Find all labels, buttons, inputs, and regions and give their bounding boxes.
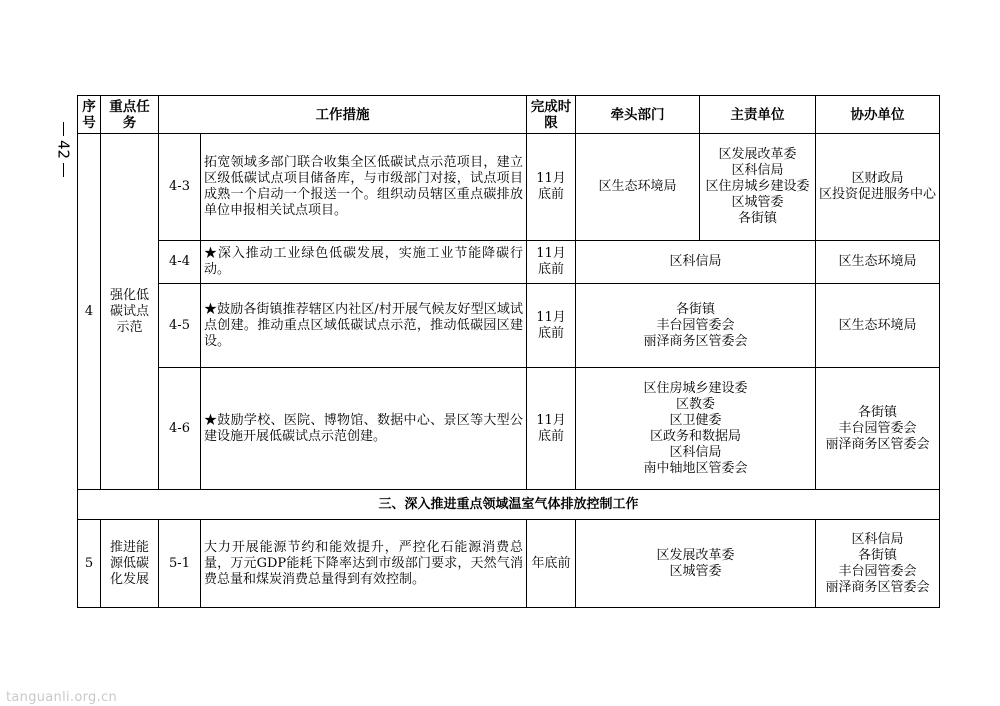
unit: 区城管委	[731, 195, 784, 210]
header-deadline: 完成时限	[527, 96, 576, 134]
table-row	[78, 134, 940, 241]
row-assist-units	[816, 520, 940, 608]
row-lead-main-merged	[576, 520, 816, 608]
unit: 丽泽商务区管委会	[643, 333, 748, 349]
header-lead: 牵头部门	[576, 96, 700, 134]
row-id: 5-1	[159, 520, 201, 608]
row-id: 4-5	[159, 284, 201, 368]
row-deadline: 年底前	[527, 520, 576, 608]
row-assist-units: 区生态环境局	[816, 284, 940, 368]
row-assist-units	[816, 134, 940, 241]
row-deadline: 11月底前	[527, 241, 576, 284]
header-main: 主责单位	[700, 96, 816, 134]
unit: 丽泽商务区管委会	[825, 579, 930, 595]
watermark: tanguanli.org.cn	[6, 690, 117, 705]
header-assist: 协办单位	[816, 96, 940, 134]
row-lead: 区生态环境局	[576, 134, 700, 241]
page-number-text: 42	[54, 140, 73, 160]
row-deadline: 11月底前	[527, 368, 576, 490]
row-lead-main-merged	[576, 368, 816, 490]
table-row	[78, 368, 940, 490]
group5-seq: 5	[78, 520, 101, 608]
row-id: 4-6	[159, 368, 201, 490]
unit: 区城管委	[669, 563, 722, 579]
row-assist-units	[816, 368, 940, 490]
row-lead-main-merged	[576, 284, 816, 368]
unit: 区卫健委	[669, 412, 722, 428]
row-id: 4-4	[159, 241, 201, 284]
header-task: 重点任务	[101, 96, 159, 134]
table-row	[78, 284, 940, 368]
row-measure: 拓宽领域多部门联合收集全区低碳试点示范项目，建立区级低碳试点项目储备库，与市级部门对接，试点项目成熟一个启动一个报送一个。组织动员辖区重点碳排放单位申报相关试点项目。	[201, 134, 527, 241]
row-deadline: 11月底前	[527, 134, 576, 241]
row-id: 4-3	[159, 134, 201, 241]
page-number	[48, 118, 78, 198]
unit: 各街镇	[675, 301, 715, 317]
table-row	[78, 241, 940, 284]
unit: 区住房城乡建设委	[705, 179, 810, 194]
page-number-dash-bottom	[63, 163, 64, 177]
unit: 区政务和数据局	[649, 428, 741, 444]
unit: 区科信局	[731, 163, 784, 178]
group4-seq: 4	[78, 134, 101, 490]
row-measure: ★鼓励学校、医院、博物馆、数据中心、景区等大型公建设施开展低碳试点示范创建。	[201, 368, 527, 490]
table-row	[78, 520, 940, 608]
unit: 各街镇	[737, 211, 777, 226]
section-title: 三、深入推进重点领域温室气体排放控制工作	[78, 490, 940, 520]
row-assist-units: 区生态环境局	[816, 241, 940, 284]
unit: 南中轴地区管委会	[643, 460, 748, 476]
header-seq: 序号	[78, 96, 101, 134]
row-measure: ★深入推动工业绿色低碳发展，实施工业节能降碳行动。	[201, 241, 527, 284]
unit: 区财政局	[851, 171, 904, 186]
row-deadline: 11月底前	[527, 284, 576, 368]
section-row	[78, 490, 940, 520]
work-table	[77, 95, 940, 608]
group5-task: 推进能源低碳化发展	[101, 520, 159, 608]
row-lead-main-merged: 区科信局	[576, 241, 816, 284]
unit: 区发展改革委	[656, 547, 735, 563]
table-header-row	[78, 96, 940, 134]
unit: 区住房城乡建设委	[643, 380, 748, 396]
unit: 丰台园管委会	[656, 317, 735, 333]
page-number-dash-top	[63, 122, 64, 136]
row-measure: 大力开展能源节约和能效提升，严控化石能源消费总量，万元GDP能耗下降率达到市级部门要求，天然气消费总量和煤炭消费总量得到有效控制。	[201, 520, 527, 608]
unit: 丽泽商务区管委会	[825, 436, 930, 452]
unit: 各街镇	[857, 547, 897, 563]
unit: 区发展改革委	[718, 147, 797, 162]
unit: 区投资促进服务中心	[819, 187, 937, 202]
group4-task: 强化低碳试点示范	[101, 134, 159, 490]
row-main-units	[700, 134, 816, 241]
header-measures: 工作措施	[159, 96, 527, 134]
unit: 区科信局	[669, 444, 722, 460]
row-measure: ★鼓励各街镇推荐辖区内社区/村开展气候友好型区域试点创建。推动重点区域低碳试点示范，推动低碳园区建设。	[201, 284, 527, 368]
unit: 区教委	[675, 396, 715, 412]
unit: 各街镇	[857, 404, 897, 420]
unit: 区科信局	[851, 531, 904, 547]
unit: 丰台园管委会	[838, 563, 917, 579]
unit: 丰台园管委会	[838, 420, 917, 436]
